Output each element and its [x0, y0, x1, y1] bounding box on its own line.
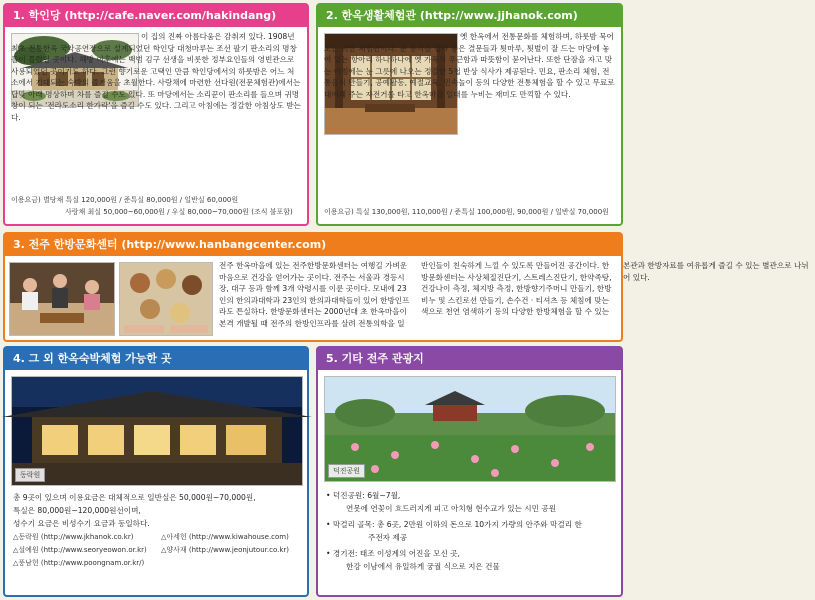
- pricing-line-3: 성수기 요금은 비성수기 요금과 동일하다.: [13, 519, 150, 528]
- hakindang-fee-1: 이용요금) 별당채 특실 120,000원 / 준특실 80,000원 / 일반실 60,000원: [11, 196, 239, 204]
- hanbang-photo-2: [119, 262, 213, 336]
- section-header: 3. 전주 한방문화센터 (http://www.hanbangcenter.com): [5, 234, 621, 256]
- attraction-2-title: • 막걸리 골목: 총 6곳, 2만원 이하의 돈으로 10가지 가량의 안주와 막걸리 한: [326, 520, 582, 529]
- stay-link-asehun[interactable]: △아세헌 (http://www.kiwahouse.com): [161, 533, 289, 541]
- section-hanbang-center: [3, 232, 809, 342]
- attraction-1-detail: 연못에 연꽃이 흐드러지게 피고 아치형 현수교가 있는 시민 공원: [346, 504, 557, 513]
- attraction-2-detail: 주전자 제공: [368, 533, 408, 542]
- attraction-3-detail: 한강 이남에서 유일하게 궁궐 식으로 지은 건물: [346, 562, 500, 571]
- section-other-attractions: [316, 346, 623, 597]
- section-header: 1. 학인당 (http://cafe.naver.com/hakindang): [5, 5, 307, 27]
- hanok-experience-description: 옛 한옥에서 전통문화를 체험하며, 하룻밤 묵어보는 귀한 체험관이다. 문 풍지를 발라 놓은 결문들과 툇마루, 툇벌이 잘 드는 마당에 놓여 있는 항아리 하나하나에 옛 가옥의 푸근함과 따뜻함이 묻어난다. 또한 단잠을 자고 맞는 아침에는 눈 그릇에 나오는 정갈한 5첩 반상 식사가 제공된다. 민요, 판소리 체험, 전통음식 만들기, 공예활동, 예절교육, 민속놀이 등의 다양한 전통체험을 할 수 있고 무료로 대여해 주는 자전거를 타고 한옥마을 일대를 누비는 재미도 만끽할 수 있다.: [324, 32, 615, 99]
- deokjin-park-photo: [324, 376, 616, 482]
- section-header: 5. 기타 전주 관광지: [318, 348, 621, 370]
- pricing-line-2: 특실은 80,000원~120,000원선이며,: [13, 506, 141, 515]
- stay-link-yangsajae[interactable]: △양사재 (http://www.jeonjutour.co.kr): [161, 546, 289, 554]
- attraction-3-title: • 경기전: 태조 이성계의 어진을 모신 곳,: [326, 549, 460, 558]
- stay-link-dongrakwon[interactable]: △동락원 (http://www.jkhanok.co.kr): [13, 533, 134, 541]
- hanbang-photo-1: [9, 262, 115, 336]
- attraction-1-title: • 덕진공원: 6월~7월,: [326, 491, 401, 500]
- hakindang-description: 이 집의 진짜 아름다움은 감춰져 있다. 1908년 최초 전통한옥 국악공연장으로 설계되었던 학인당 대청마루는 조선 팔기 판소리의 명창들이 몰렸던 곳이다. 해방 이후에는 백범 김구 선생을 비롯한 정부요인들의 영빈관으로 사용되었던 곳이기도 하다. 그런 향기로운 고택인 만큼 학인당에서의 하룻밤은 어느 처소에서 기대되는 숙박의 즐거움을 초월한다. 사랑채에 마련한 선다원(전문체험관)에서는 답맞 아래 명상하며 차를 즐길 수도 있다. 또 마당에서는 소리꾼이 판소리를 들으며 귀명창이 되는 '전라도소리 한가락'을 즐길 수도 있다. 그리고 아침에는 정갈한 아침상도 받는다.: [11, 32, 301, 122]
- photo-caption: 덕진공원: [328, 464, 365, 478]
- hanok-experience-fee: 이용요금) 특실 130,000원, 110,000원 / 준특실 100,000원, 90,000원 / 일반실 70,000원: [324, 208, 609, 216]
- section-header: 4. 그 외 한옥숙박체험 가능한 곳: [5, 348, 307, 370]
- pricing-line-1: 총 9곳이 있으며 이용요금은 대체적으로 일반실은 50,000원~70,000원,: [13, 493, 256, 502]
- hanbang-description: 전주 한옥마을에 있는 전주한방문화센터는 여행길 가벼운 마음으로 건강을 얻어가는 곳이다. 전주는 서울과 경등시장, 대구 등과 함께 3개 약령시를 이룬 곳이다. 모내에 23인의 한의과대학과 23인의 한의과대학들이 있어 한방인프라도 튼실하다. 한방문화센터는 2000년대 초 한옥마을이 본격 개발될 때 전주의 한방인프라를 살려 전통의학을 일반인들이 친숙하게 느낄 수 있도록 만들어진 공간이다. 한방문화센터는 사상체질진단기, 스트레스진단기, 한약족탕, 건강나이 측정, 체지방 측정, 한방향기주머니 만들기, 한방비누 및 스킨로션 만들기, 손수건 · 티셔츠 등 체침에 맞는 색으로 천연 염색하기 등의 다양한 한방체험을 할 수 있는 본관과 한방자료를 여유롭게 즐길 수 있는 별관으로 나뉘어 있다.: [219, 261, 809, 328]
- section-other-hanok-stays: [3, 346, 309, 597]
- section-hanok-experience: [316, 3, 623, 226]
- hakindang-fee-2: 사랑채 최실 50,000~60,000원 / 우실 80,000~70,000원 (조식 불포함): [65, 208, 293, 216]
- section-hakindang: [3, 3, 309, 226]
- section-header: 2. 한옥생활체험관 (http://www.jjhanok.com): [318, 5, 621, 27]
- photo-caption: 동락원: [15, 468, 45, 482]
- dongrakwon-photo: [11, 376, 303, 486]
- stay-link-poongnamhun[interactable]: △풍남헌 (http://www.poongnam.or.kr/): [13, 559, 145, 567]
- stay-link-seolyewon[interactable]: △설예원 (http://www.seoryeowon.or.kr): [13, 546, 147, 554]
